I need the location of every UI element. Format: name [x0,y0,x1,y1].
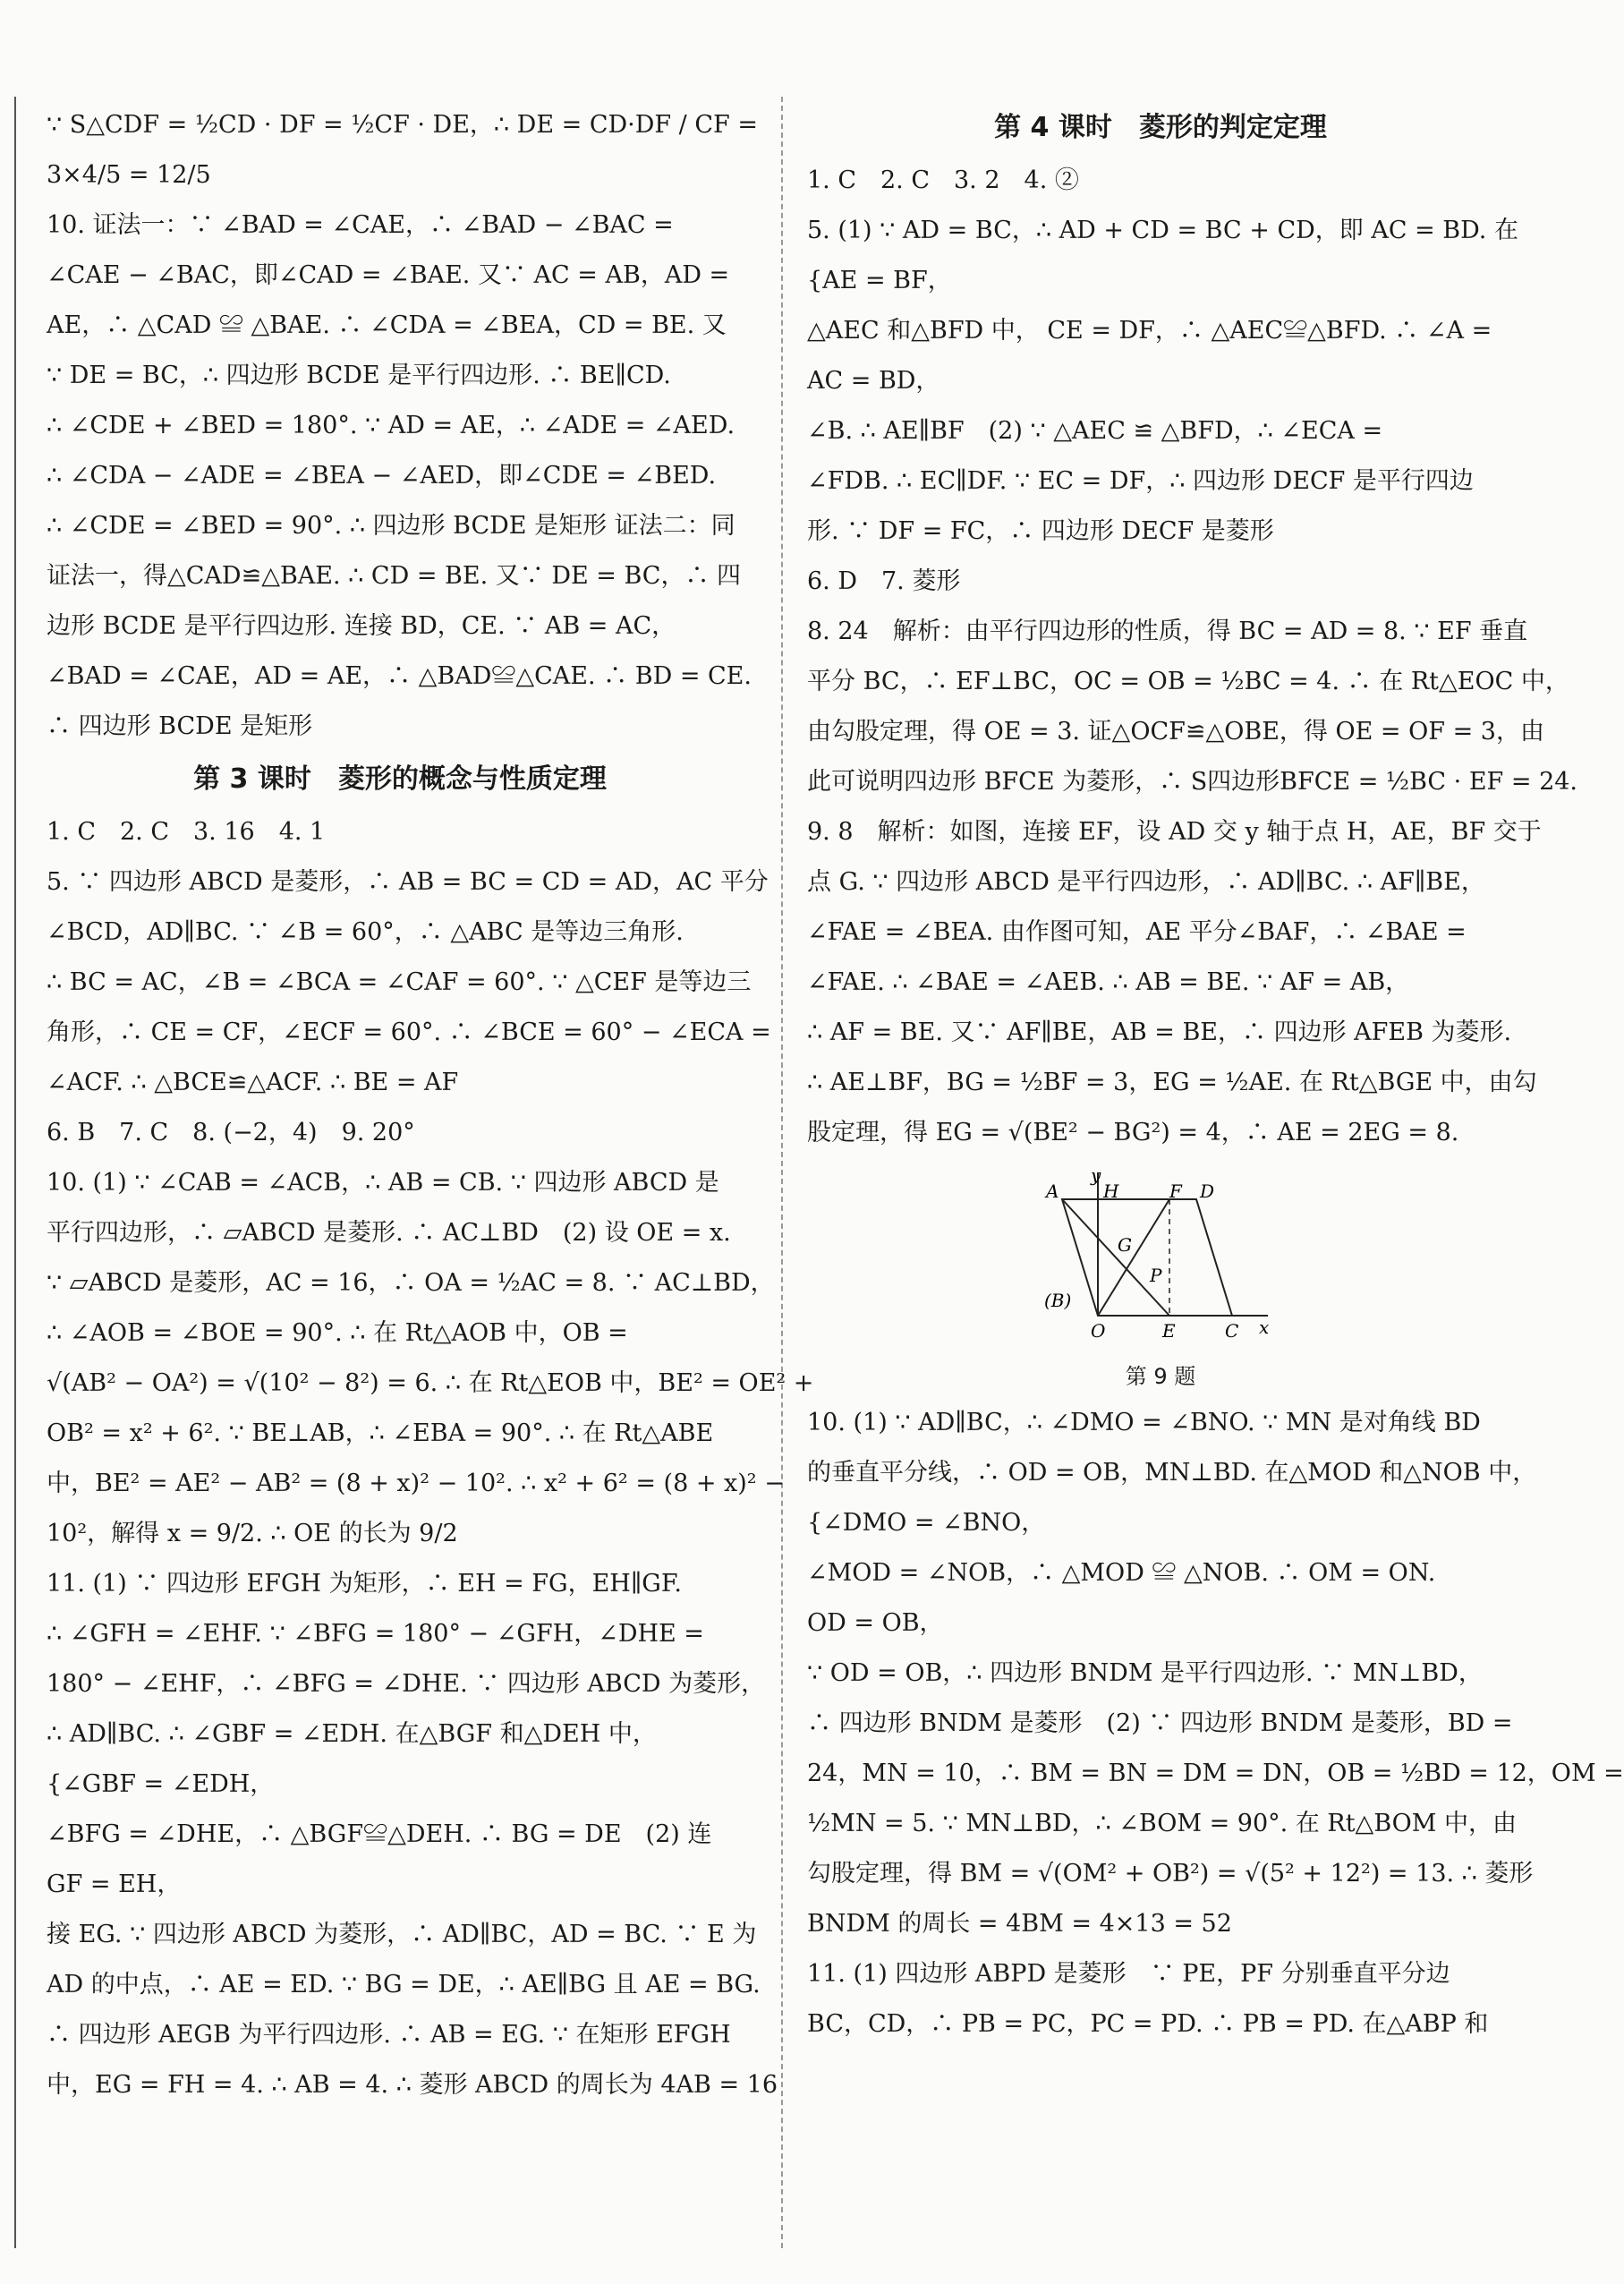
text-line: ∵ DE = BC，∴ 四边形 BCDE 是平行四边形. ∴ BE∥CD. [47,362,671,389]
figure-problem-9 [807,1163,1514,1393]
label: G [1118,1234,1132,1256]
geometry-diagram [1044,1163,1277,1342]
text-line: 10. 证法一：∵ ∠BAD = ∠CAE，∴ ∠BAD − ∠BAC = [47,211,674,239]
text-line: ∴ 四边形 BNDM 是菱形 (2) ∵ 四边形 BNDM 是菱形，BD = [807,1709,1513,1737]
parallelogram [1062,1199,1232,1316]
text-line: ∴ AE⊥BF，BG = ½BF = 3，EG = ½AE. 在 Rt△BGE 中，由勾 [807,1069,1537,1096]
text-line: ∠FDB. ∴ EC∥DF. ∵ EC = DF，∴ 四边形 DECF 是平行四边 [807,467,1474,495]
text-line: △AEC 和△BFD 中， CE = DF，∴ △AEC≌△BFD. ∴ ∠A = [807,317,1492,345]
section-heading-lesson-3: 第 3 课时 菱形的概念与性质定理 [193,763,607,795]
text-line: ∴ AF = BE. 又∵ AF∥BE，AB = BE，∴ 四边形 AFEB 为菱形. [807,1018,1512,1046]
text-line: 3×4/5 = 12/5 [47,161,211,189]
text-line: ∴ ∠GFH = ∠EHF. ∵ ∠BFG = 180° − ∠GFH，∠DHE = [47,1620,704,1648]
column-divider [781,97,783,2248]
text-line: AC = BD， [807,367,940,395]
text-line: ∠ACF. ∴ △BCE≌△ACF. ∴ BE = AF [47,1069,459,1096]
label: H [1103,1180,1119,1202]
text-line: ∵ S△CDF = ½CD · DF = ½CF · DE，∴ DE = CD·DF / CF = [47,111,758,139]
text-line: ∴ BC = AC，∠B = ∠BCA = ∠CAF = 60°. ∵ △CEF 是等边三 [47,968,752,996]
text-line: ∴ 四边形 AEGB 为平行四边形. ∴ AB = EG. ∵ 在矩形 EFGH [47,2021,731,2049]
segment-bf [1098,1199,1169,1316]
text-line: 10. (1) ∵ ∠CAB = ∠ACB，∴ AB = CB. ∵ 四边形 ABCD 是 [47,1169,719,1197]
text-line: ∴ ∠AOB = ∠BOE = 90°. ∴ 在 Rt△AOB 中，OB = [47,1319,628,1347]
label: C [1225,1320,1239,1342]
text-line: OD = OB， [807,1609,944,1637]
text-line: {∠DMO = ∠BNO， [807,1509,1046,1537]
text-line: ∴ AD∥BC. ∴ ∠GBF = ∠EDH. 在△BGF 和△DEH 中， [47,1720,657,1748]
text-line: 1. C 2. C 3. 16 4. 1 [47,818,326,846]
text-line: ∠BAD = ∠CAE，AD = AE，∴ △BAD≌△CAE. ∴ BD = CE. [47,662,752,690]
text-line: ½MN = 5. ∵ MN⊥BD，∴ ∠BOM = 90°. 在 Rt△BOM 中，由 [807,1810,1518,1837]
text-line: 边形 BCDE 是平行四边形. 连接 BD，CE. ∵ AB = AC， [47,612,676,640]
text-line: ∴ 四边形 BCDE 是矩形 [47,712,313,740]
text-line: ∠FAE. ∴ ∠BAE = ∠AEB. ∴ AB = BE. ∵ AF = AB， [807,968,1410,996]
text-line: BNDM 的周长 = 4BM = 4×13 = 52 [807,1910,1232,1938]
label: P [1150,1265,1162,1286]
text-line: 8. 24 解析：由平行四边形的性质，得 BC = AD = 8. ∵ EF 垂直 [807,618,1528,645]
label: F [1169,1180,1182,1202]
text-line: 勾股定理，得 BM = √(OM² + OB²) = √(5² + 12²) = 13. ∴ 菱形 [807,1860,1534,1888]
text-line: 10. (1) ∵ AD∥BC，∴ ∠DMO = ∠BNO. ∵ MN 是对角线 BD [807,1409,1481,1436]
text-line: 股定理，得 EG = √(BE² − BG²) = 4，∴ AE = 2EG = 8. [807,1119,1459,1146]
text-line: 平行四边形，∴ ▱ABCD 是菱形. ∴ AC⊥BD (2) 设 OE = x. [47,1219,731,1247]
text-line: 5. (1) ∵ AD = BC，∴ AD + CD = BC + CD，即 AC = BD. 在 [807,217,1518,244]
text-line: 6. B 7. C 8. (−2，4) 9. 20° [47,1119,415,1146]
text-line: OB² = x² + 6². ∵ BE⊥AB，∴ ∠EBA = 90°. ∴ 在 Rt△ABE [47,1419,714,1447]
label: A [1046,1180,1059,1202]
text-line: ∴ ∠CDE + ∠BED = 180°. ∵ AD = AE，∴ ∠ADE = ∠AED. [47,412,735,439]
text-line: 24，MN = 10，∴ BM = BN = DM = DN，OB = ½BD = 12，OM = [807,1760,1624,1787]
label: x [1259,1317,1270,1338]
text-line: ∠MOD = ∠NOB，∴ △MOD ≌ △NOB. ∴ OM = ON. [807,1559,1436,1587]
text-line: ∠B. ∴ AE∥BF (2) ∵ △AEC ≌ △BFD，∴ ∠ECA = [807,417,1383,445]
text-line: 6. D 7. 菱形 [807,567,961,595]
text-line: 180° − ∠EHF，∴ ∠BFG = ∠DHE. ∵ 四边形 ABCD 为菱形， [47,1670,766,1698]
text-line: 10²，解得 x = 9/2. ∴ OE 的长为 9/2 [47,1520,458,1547]
text-line: ∴ ∠CDA − ∠ADE = ∠BEA − ∠AED，即∠CDE = ∠BED. [47,462,717,490]
text-line: {∠GBF = ∠EDH， [47,1770,275,1798]
text-line: 角形，∴ CE = CF，∠ECF = 60°. ∴ ∠BCE = 60° − ∠ECA = [47,1018,771,1046]
text-line: ∠CAE − ∠BAC，即∠CAD = ∠BAE. 又∵ AC = AB，AD = [47,261,730,289]
left-column [47,100,814,2110]
text-line: 平分 BC，∴ EF⊥BC，OC = OB = ½BC = 4. ∴ 在 Rt△EOC 中， [807,668,1569,695]
text-line: 证法一，得△CAD≌△BAE. ∴ CD = BE. 又∵ DE = BC，∴ 四 [47,562,742,590]
label: y [1091,1164,1101,1186]
text-line: {AE = BF， [807,267,952,294]
text-line: 11. (1) ∵ 四边形 EFGH 为矩形，∴ EH = FG，EH∥GF. [47,1570,682,1598]
text-line: ∠FAE = ∠BEA. 由作图可知，AE 平分∠BAF，∴ ∠BAE = [807,918,1467,946]
text-line: 1. C 2. C 3. 2 4. ② [807,166,1079,194]
label: O [1091,1320,1106,1342]
text-line: 11. (1) 四边形 ABPD 是菱形 ∵ PE，PF 分别垂直平分边 [807,1960,1450,1988]
text-line: 5. ∵ 四边形 ABCD 是菱形，∴ AB = BC = CD = AD，AC 平分 [47,868,769,896]
text-line: ∵ OD = OB，∴ 四边形 BNDM 是平行四边形. ∵ MN⊥BD， [807,1659,1483,1687]
right-column [807,100,1624,2050]
text-line: √(AB² − OA²) = √(10² − 8²) = 6. ∴ 在 Rt△EOB 中，BE² = OE² + [47,1369,814,1397]
label: (B) [1044,1290,1072,1311]
text-line: AE，∴ △CAD ≌ △BAE. ∴ ∠CDA = ∠BEA，CD = BE. 又 [47,311,727,339]
text-line: 中，EG = FH = 4. ∴ AB = 4. ∴ 菱形 ABCD 的周长为 4AB = 16 [47,2071,778,2099]
text-line: 9. 8 解析：如图，连接 EF，设 AD 交 y 轴于点 H，AE，BF 交于 [807,818,1542,846]
figure-caption: 第 9 题 [1125,1364,1196,1389]
text-line: 形. ∵ DF = FC，∴ 四边形 DECF 是菱形 [807,517,1274,545]
text-line: 接 EG. ∵ 四边形 ABCD 为菱形，∴ AD∥BC，AD = BC. ∵ E 为 [47,1921,757,1948]
text-line: ∴ ∠CDE = ∠BED = 90°. ∴ 四边形 BCDE 是矩形 证法二：同 [47,512,735,540]
text-line: ∠BCD，AD∥BC. ∵ ∠B = 60°，∴ △ABC 是等边三角形. [47,918,684,946]
text-line: 点 G. ∵ 四边形 ABCD 是平行四边形，∴ AD∥BC. ∴ AF∥BE， [807,868,1485,896]
text-line: BC，CD，∴ PB = PC，PC = PD. ∴ PB = PD. 在△ABP 和 [807,2010,1489,2038]
segment-ae [1062,1199,1169,1316]
text-line: 此可说明四边形 BFCE 为菱形，∴ S四边形BFCE = ½BC · EF = 24. [807,768,1578,796]
label: E [1162,1320,1176,1342]
text-line: 中，BE² = AE² − AB² = (8 + x)² − 10². ∴ x² + 6² = (8 + x)² − [47,1470,785,1497]
text-line: ∵ ▱ABCD 是菱形，AC = 16，∴ OA = ½AC = 8. ∵ AC⊥BD， [47,1269,775,1297]
text-line: AD 的中点，∴ AE = ED. ∵ BG = DE，∴ AE∥BG 且 AE = BG. [47,1971,761,1998]
text-line: 的垂直平分线，∴ OD = OB，MN⊥BD. 在△MOD 和△NOB 中， [807,1459,1537,1487]
page-edge [14,97,16,2248]
label: D [1200,1180,1215,1202]
text-line: GF = EH， [47,1871,182,1898]
text-line: 由勾股定理，得 OE = 3. 证△OCF≌△OBE，得 OE = OF = 3，由 [807,718,1544,746]
section-heading-lesson-4: 第 4 课时 菱形的判定定理 [994,112,1327,143]
text-line: ∠BFG = ∠DHE，∴ △BGF≌△DEH. ∴ BG = DE (2) 连 [47,1820,712,1848]
